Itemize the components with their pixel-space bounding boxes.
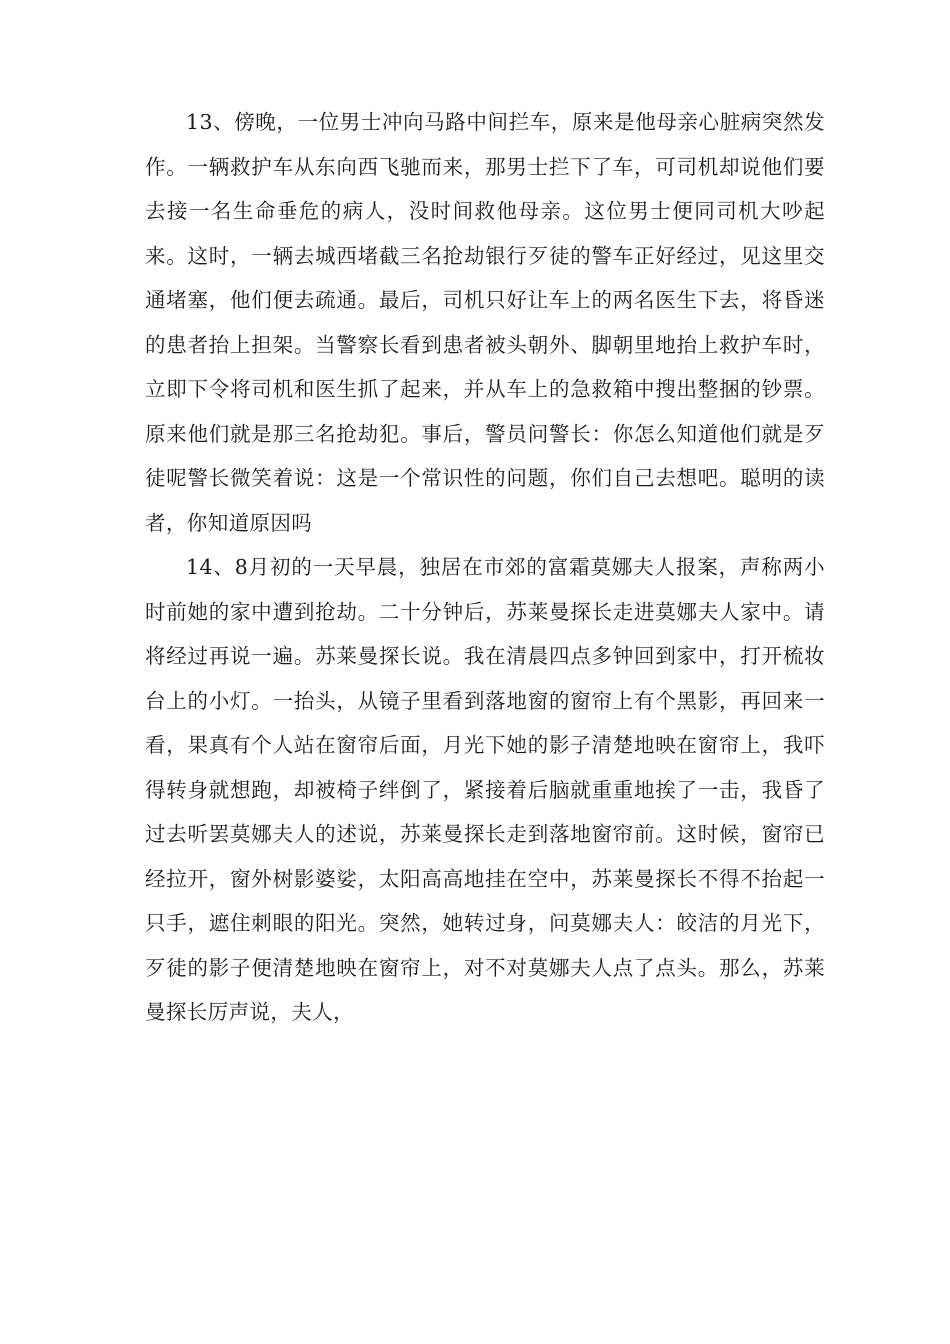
paragraph-14: 14、8月初的一天早晨，独居在市郊的富霜莫娜夫人报案，声称两小时前她的家中遭到抢劫。二十分钟后，苏莱曼探长走进莫娜夫人家中。请将经过再说一遍。苏莱曼探长说。我在清晨四点多钟回到家中，打开梳妆台上的小灯。一抬头，从镜子里看到落地窗的窗帘上有个黑影，再回来一看，果真有个人站在窗帘后面，月光下她的影子清楚地映在窗帘上，我吓得转身就想跑，却被椅子绊倒了，紧接着后脑就重重地挨了一击，我昏了过去听罢莫娜夫人的述说，苏莱曼探长走到落地窗帘前。这时候，窗帘已经拉开，窗外树影婆娑，太阳高高地挂在空中，苏莱曼探长不得不抬起一只手，遮住刺眼的阳光。突然，她转过身，问莫娜夫人：皎洁的月光下，歹徒的影子便清楚地映在窗帘上，对不对莫娜夫人点了点头。那么，苏莱曼探长厉声说，夫人， [145, 555, 825, 1024]
paragraph-13: 13、傍晚，一位男士冲向马路中间拦车，原来是他母亲心脏病突然发作。一辆救护车从东向西飞驰而来，那男士拦下了车，可司机却说他们要去接一名生命垂危的病人，没时间救他母亲。这位男士便同司机大吵起来。这时，一辆去城西堵截三名抢劫银行歹徒的警车正好经过，见这里交通堵塞，他们便去疏通。最后，司机只好让车上的两名医生下去，将昏迷的患者抬上担架。当警察长看到患者被头朝外、脚朝里地抬上救护车时，立即下令将司机和医生抓了起来，并从车上的急救箱中搜出整捆的钞票。原来他们就是那三名抢劫犯。事后，警员问警长：你怎么知道他们就是歹徒呢警长微笑着说：这是一个常识性的问题，你们自己去想吧。聪明的读者，你知道原因吗 [145, 110, 825, 535]
document-body [145, 100, 825, 1035]
